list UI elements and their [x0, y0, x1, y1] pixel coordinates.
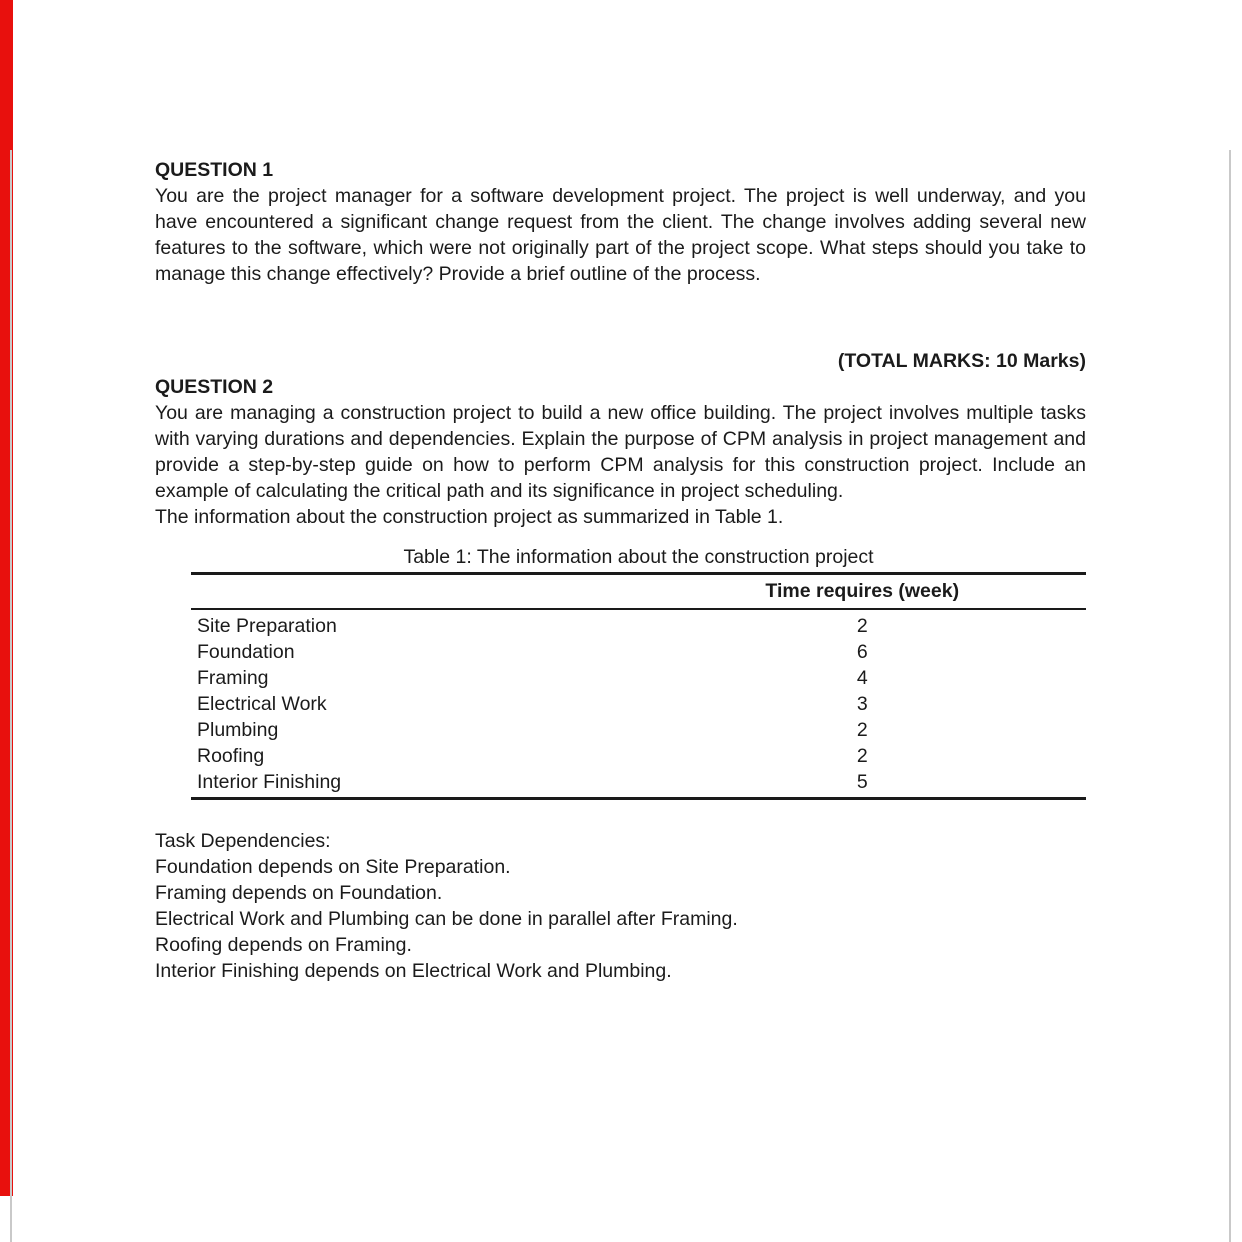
- dependency-line: Roofing depends on Framing.: [155, 934, 412, 956]
- task-name: Framing: [197, 667, 269, 689]
- task-weeks: 4: [856, 667, 868, 689]
- table-1: [191, 544, 1086, 800]
- question-2-heading: QUESTION 2: [155, 376, 274, 398]
- table-row: [191, 691, 1086, 717]
- table-header-row: [191, 574, 1086, 610]
- dependency-line: Electrical Work and Plumbing can be done in parallel after Framing.: [155, 908, 738, 930]
- construction-table: [191, 572, 1086, 800]
- time-column-header: Time requires (week): [765, 580, 960, 602]
- page-edge-left: [10, 150, 12, 1242]
- dependency-line: Framing depends on Foundation.: [155, 882, 443, 904]
- table-1-caption: Table 1: The information about the construction project: [403, 546, 874, 568]
- question-2-body: You are managing a construction project to build a new office building. The project involves multiple tasks with varying durations and dependencies. Explain the purpose of CPM analysis in project management and provide a step-by-step guide on how to perform CPM analysis for this construction project. Include an example of calculating the critical path and its significance in project scheduling.: [155, 402, 1086, 502]
- question-1-heading: QUESTION 1: [155, 159, 274, 181]
- task-dependencies-heading: Task Dependencies:: [155, 830, 331, 852]
- dependency-line: Interior Finishing depends on Electrical Work and Plumbing.: [155, 960, 672, 982]
- task-dependencies-section: [155, 828, 1086, 984]
- question-2-table-note: The information about the construction project as summarized in Table 1.: [155, 506, 784, 528]
- total-marks-line: (TOTAL MARKS: 10 Marks): [837, 350, 1086, 372]
- task-weeks: 3: [856, 693, 868, 715]
- task-name: Site Preparation: [197, 615, 337, 637]
- task-weeks: 2: [856, 745, 868, 767]
- task-name: Interior Finishing: [197, 771, 342, 793]
- table-row: [191, 717, 1086, 743]
- table-row: [191, 609, 1086, 639]
- page-edge-right: [1229, 150, 1231, 1242]
- task-name: Plumbing: [197, 719, 279, 741]
- task-weeks: 2: [856, 615, 868, 637]
- task-weeks: 2: [856, 719, 868, 741]
- task-weeks: 6: [856, 641, 868, 663]
- task-name: Foundation: [197, 641, 295, 663]
- dependency-line: Foundation depends on Site Preparation.: [155, 856, 511, 878]
- task-name: Roofing: [197, 745, 265, 767]
- task-name: Electrical Work: [197, 693, 327, 715]
- table-row: [191, 743, 1086, 769]
- table-row: [191, 639, 1086, 665]
- document-page: [155, 157, 1086, 984]
- task-weeks: 5: [856, 771, 868, 793]
- task-column-header: [191, 574, 639, 610]
- table-row: [191, 769, 1086, 799]
- question-1-body: You are the project manager for a software development project. The project is well underway, and you have encountered a significant change request from the client. The change involves adding several new features to the software, which were not originally part of the project scope. What steps should you take to manage this change effectively? Provide a brief outline of the process.: [155, 185, 1086, 285]
- table-row: [191, 665, 1086, 691]
